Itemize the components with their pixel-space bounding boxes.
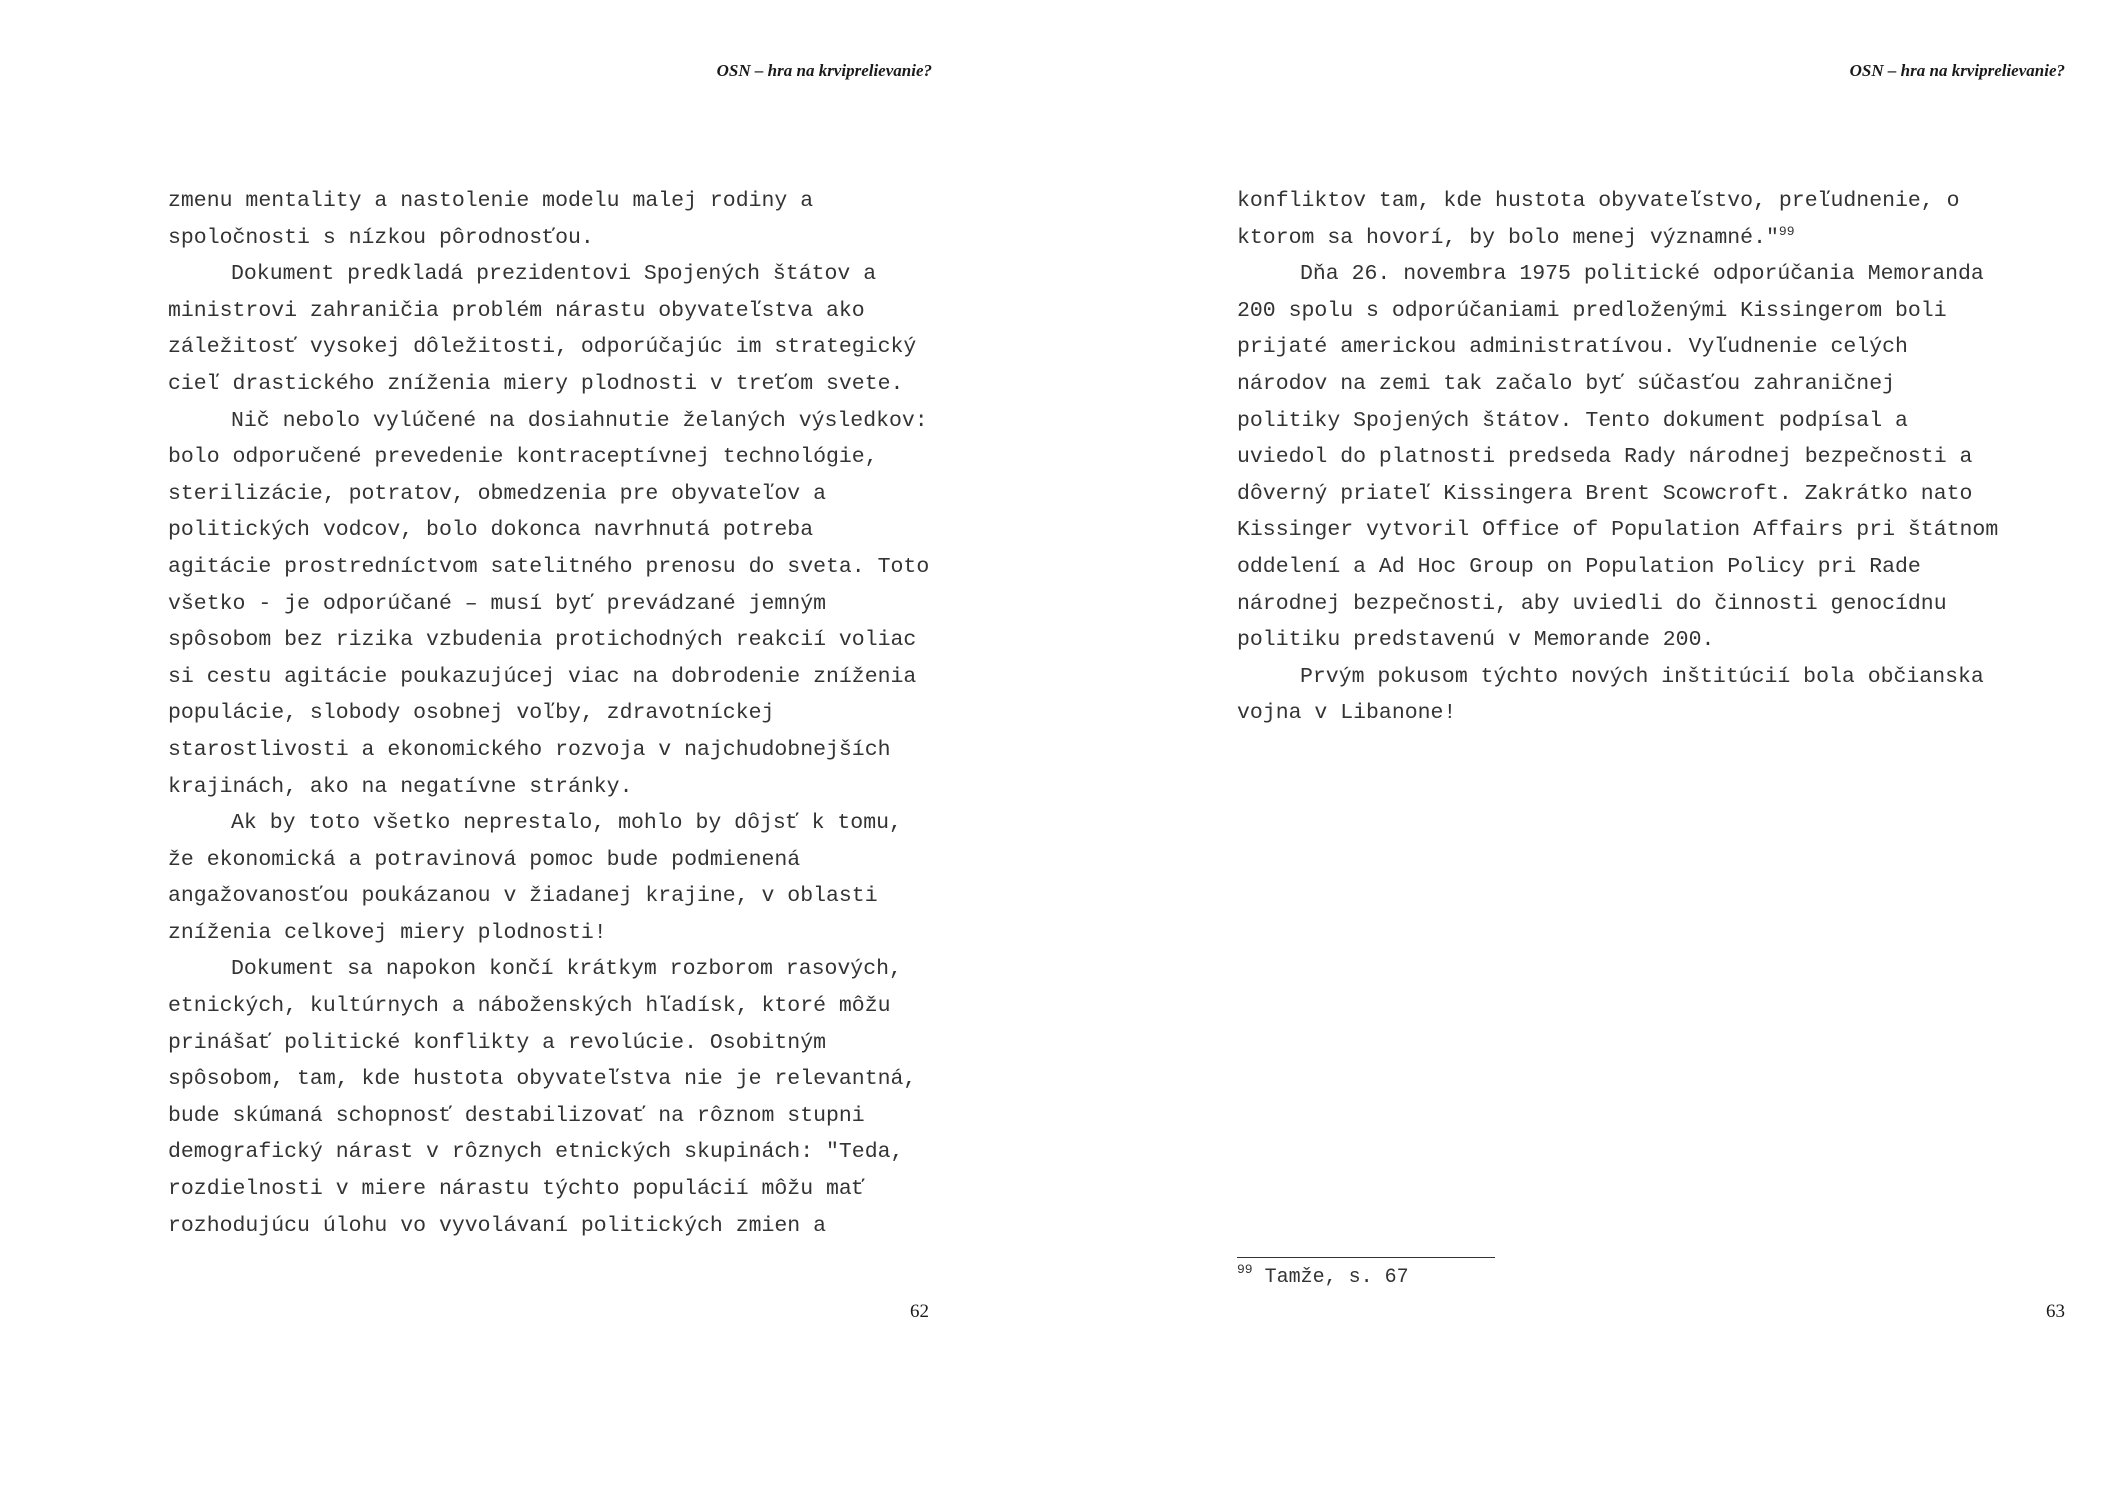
text-line-content: etnických, kultúrnych a náboženských hľadísk, ktoré môžu <box>168 994 891 1019</box>
text-line <box>1237 512 1998 549</box>
text-line <box>1237 549 1998 586</box>
text-line-content: spôsobom, tam, kde hustota obyvateľstva nie je relevantná, <box>168 1067 917 1092</box>
text-line-content: národnej bezpečnosti, aby uviedli do činnosti genocídnu <box>1237 591 1947 616</box>
running-header: OSN – hra na krviprelievanie? <box>716 61 932 80</box>
text-line <box>1237 293 1998 330</box>
text-line-content: Dokument sa napokon končí krátkym rozborom rasových, <box>231 957 902 982</box>
text-line <box>168 769 929 806</box>
text-line-content: Dokument predkladá prezidentovi Spojených štátov a <box>231 262 877 287</box>
text-line-content: Kissinger vytvoril Office of Population Affairs pri štátnom <box>1237 518 1999 543</box>
running-header: OSN – hra na krviprelievanie? <box>1849 61 2065 80</box>
text-line-content: krajinách, ako na negatívne stránky. <box>168 774 633 799</box>
text-line <box>168 256 929 293</box>
text-line <box>168 403 929 440</box>
text-line-content: všetko - je odporúčané – musí byť prevádzané jemným <box>168 591 827 616</box>
text-line-content: ktorom sa hovorí, by bolo menej významné." <box>1237 225 1779 250</box>
text-line <box>168 988 929 1025</box>
text-line-content: bolo odporučené prevedenie kontraceptívnej technológie, <box>168 445 878 470</box>
text-line <box>168 915 929 952</box>
text-line <box>1237 183 1998 220</box>
text-line-content: sterilizácie, potratov, obmedzenia pre obyvateľov a <box>168 481 827 506</box>
text-line <box>168 183 929 220</box>
text-line-content: zmenu mentality a nastolenie modelu malej rodiny a <box>168 189 814 213</box>
footnote <box>1237 1262 1409 1289</box>
right-page <box>1060 0 2120 1500</box>
text-line-content: Prvým pokusom týchto nových inštitúcií bola občianska <box>1300 664 1984 689</box>
text-line <box>168 878 929 915</box>
text-line <box>1237 476 1998 513</box>
text-line-content: spôsobom bez rizika vzbudenia protichodných reakcií voliac <box>168 628 917 653</box>
text-line-content: demografický nárast v rôznych etnických skupinách: "Teda, <box>168 1140 904 1165</box>
text-line <box>168 549 929 586</box>
text-line <box>1237 695 1998 732</box>
text-line <box>168 1208 929 1245</box>
footnote-divider <box>1237 1257 1495 1258</box>
text-line <box>168 732 929 769</box>
footnote-reference: 99 <box>1778 223 1795 239</box>
text-line-content: cieľ drastického zníženia miery plodnosti v treťom svete. <box>168 371 904 396</box>
text-line <box>1237 439 1998 476</box>
text-line-content: národov na zemi tak začalo byť súčasťou zahraničnej <box>1237 371 1896 396</box>
text-line <box>168 659 929 696</box>
text-line <box>168 1171 929 1208</box>
text-line-content: rozhodujúcu úlohu vo vyvolávaní politických zmien a <box>168 1213 827 1238</box>
text-line-content: Nič nebolo vylúčené na dosiahnutie želaných výsledkov: <box>231 408 928 433</box>
text-line-content: dôverný priateľ Kissingera Brent Scowcroft. Zakrátko nato <box>1237 481 1973 506</box>
page-number: 62 <box>910 1301 929 1322</box>
text-line <box>168 476 929 513</box>
text-line <box>168 695 929 732</box>
text-line-content: 200 spolu s odporúčaniami predloženými Kissingerom boli <box>1237 298 1947 323</box>
text-line <box>1237 366 1998 403</box>
text-line <box>168 220 929 257</box>
text-line-content: uviedol do platnosti predseda Rady národnej bezpečnosti a <box>1237 445 1973 470</box>
text-line <box>168 1025 929 1062</box>
text-line-content: politiky Spojených štátov. Tento dokument podpísal a <box>1237 408 1908 433</box>
text-line <box>168 366 929 403</box>
page-number: 63 <box>2046 1301 2065 1322</box>
text-line-content: prijaté americkou administratívou. Vyľudnenie celých <box>1237 335 1908 360</box>
text-line <box>1237 220 1998 257</box>
footnote-number: 99 <box>1237 1262 1253 1277</box>
text-line-content: politických vodcov, bolo dokonca navrhnutá potreba <box>168 518 814 543</box>
text-line <box>1237 329 1998 366</box>
text-line <box>168 951 929 988</box>
text-line-content: politiku predstavenú v Memorande 200. <box>1237 628 1715 653</box>
text-line-content: Ak by toto všetko neprestalo, mohlo by dôjsť k tomu, <box>231 811 902 836</box>
text-line-content: starostlivosti a ekonomického rozvoja v najchudobnejších <box>168 737 891 762</box>
text-line-content: si cestu agitácie poukazujúcej viac na dobrodenie zníženia <box>168 664 917 689</box>
text-line <box>168 1098 929 1135</box>
footnote-text: Tamže, s. 67 <box>1252 1266 1409 1289</box>
text-line <box>1237 403 1998 440</box>
text-line-content: konfliktov tam, kde hustota obyvateľstvo, preľudnenie, o <box>1237 189 1960 213</box>
text-line <box>168 622 929 659</box>
text-line <box>168 842 929 879</box>
text-line <box>168 1134 929 1171</box>
text-line <box>1237 256 1998 293</box>
text-line-content: populácie, slobody osobnej voľby, zdravotníckej <box>168 701 775 726</box>
body-text <box>168 183 929 1244</box>
text-line <box>168 439 929 476</box>
text-line-content: oddelení a Ad Hoc Group on Population Policy pri Rade <box>1237 554 1921 579</box>
text-line <box>168 293 929 330</box>
text-line <box>168 1061 929 1098</box>
text-line-content: spoločnosti s nízkou pôrodnosťou. <box>168 225 594 250</box>
text-line <box>168 329 929 366</box>
text-line-content: zníženia celkovej miery plodnosti! <box>168 920 607 945</box>
text-line <box>168 512 929 549</box>
text-line <box>1237 659 1998 696</box>
text-line-content: vojna v Libanone! <box>1237 701 1457 726</box>
text-line-content: záležitosť vysokej dôležitosti, odporúčajúc im strategický <box>168 335 917 360</box>
text-line <box>1237 622 1998 659</box>
text-line-content: ministrovi zahraničia problém nárastu obyvateľstva ako <box>168 298 865 323</box>
text-line-content: Dňa 26. novembra 1975 politické odporúčania Memoranda <box>1300 262 1984 287</box>
text-line-content: bude skúmaná schopnosť destabilizovať na rôznom stupni <box>168 1103 865 1128</box>
text-line <box>1237 586 1998 623</box>
text-line-content: prinášať politické konflikty a revolúcie. Osobitným <box>168 1030 827 1055</box>
text-line-content: angažovanosťou poukázanou v žiadanej krajine, v oblasti <box>168 884 878 909</box>
text-line <box>168 805 929 842</box>
text-line-content: rozdielnosti v miere nárastu týchto populácií môžu mať <box>168 1177 865 1202</box>
body-text <box>1237 183 1998 732</box>
text-line-content: že ekonomická a potravinová pomoc bude podmienená <box>168 847 801 872</box>
text-line <box>168 586 929 623</box>
text-line-content: agitácie prostredníctvom satelitného prenosu do sveta. Toto <box>168 554 930 579</box>
